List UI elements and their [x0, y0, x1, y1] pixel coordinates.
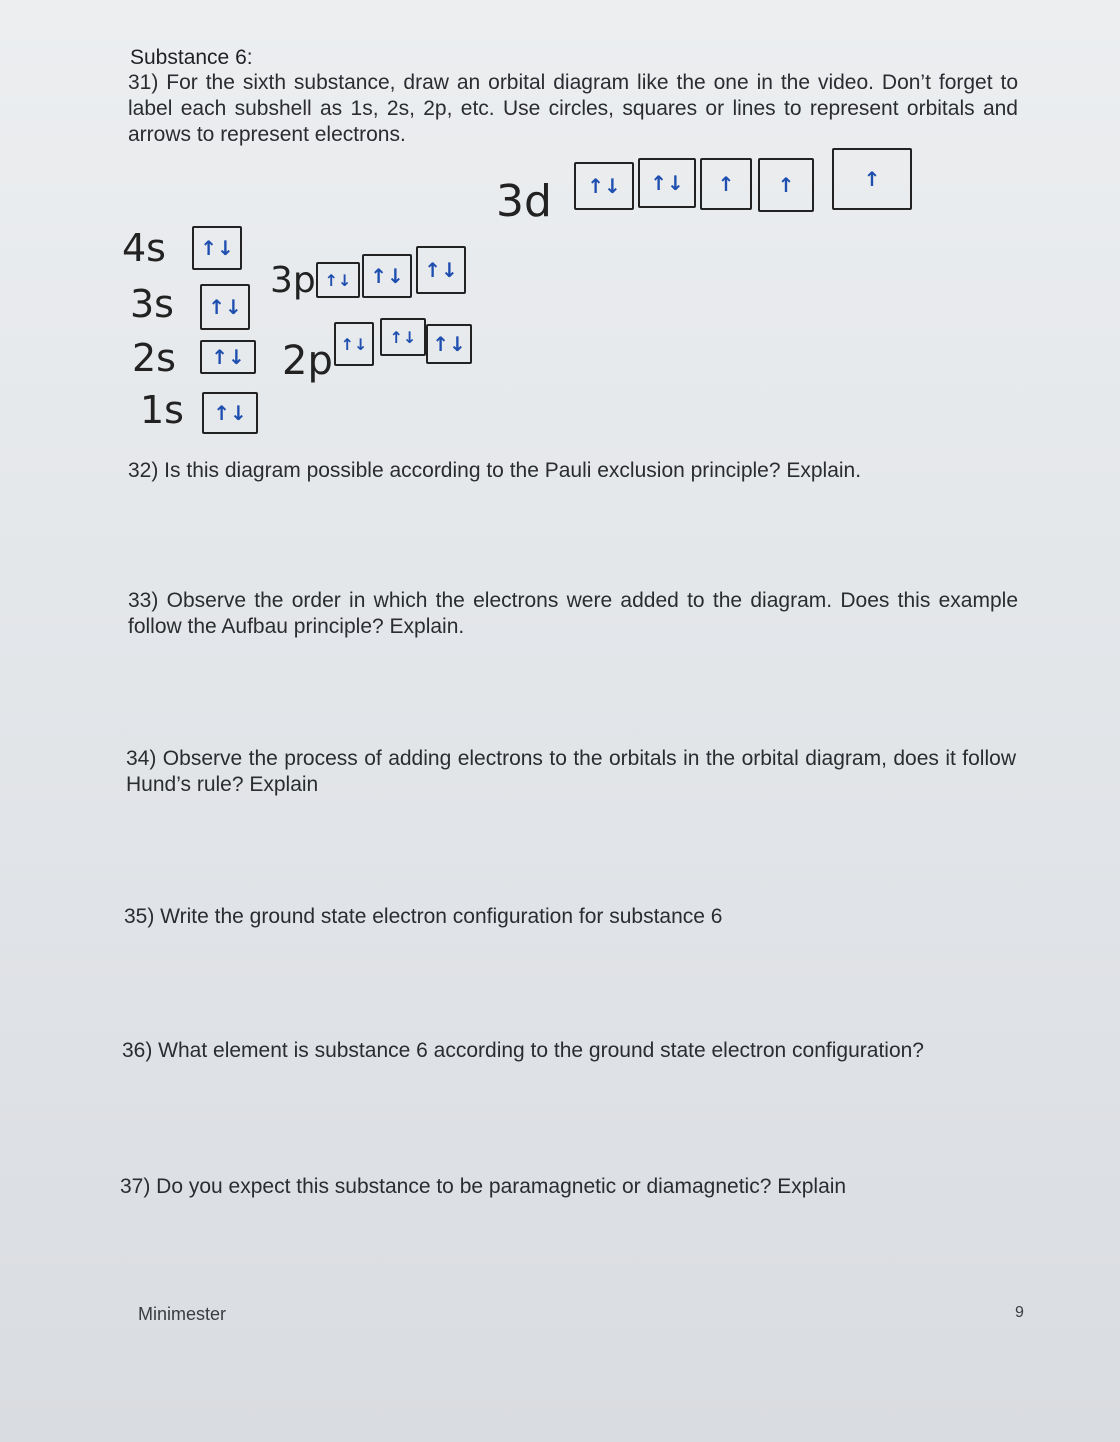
question-36: 36) What element is substance 6 according to the ground state electron configuration? — [122, 1039, 924, 1062]
footer-course: Minimester — [138, 1304, 227, 1324]
question-37: 37) Do you expect this substance to be paramagnetic or diamagnetic? Explain — [120, 1175, 847, 1198]
orbital-2p-3: ↑↓ — [426, 324, 472, 364]
page-title: Substance 6: — [130, 46, 253, 69]
label-1s: 1s — [140, 388, 184, 432]
orbital-3d-1: ↑↓ — [574, 162, 634, 210]
question-33: 33) Observe the order in which the electrons were added to the diagram. Does this example follow the Aufbau principle? Explain. — [128, 589, 1018, 638]
label-2s: 2s — [132, 336, 176, 380]
question-31: 31) For the sixth substance, draw an orbital diagram like the one in the video. Don’t forget to label each subshell as 1s, 2s, 2p, etc. Use circles, squares or lines to represent orbitals and arrows to represent electrons. — [128, 71, 1018, 146]
orbital-4s: ↑↓ — [192, 226, 242, 270]
orbital-3s: ↑↓ — [200, 284, 250, 330]
orbital-2p-1: ↑↓ — [334, 322, 374, 366]
question-34: 34) Observe the process of adding electrons to the orbitals in the orbital diagram, does it follow Hund’s rule? Explain — [126, 747, 1016, 796]
label-3p: 3p — [270, 260, 316, 301]
orbital-3p-1: ↑↓ — [316, 262, 360, 298]
orbital-3p-3: ↑↓ — [416, 246, 466, 294]
question-32: 32) Is this diagram possible according to the Pauli exclusion principle? Explain. — [128, 459, 862, 482]
orbital-2p-2: ↑↓ — [380, 318, 426, 356]
page-number: 9 — [1015, 1304, 1024, 1321]
label-3d: 3d — [496, 176, 552, 227]
orbital-1s: ↑↓ — [202, 392, 258, 434]
orbital-2s: ↑↓ — [200, 340, 256, 374]
orbital-3d-3: ↑ — [700, 158, 752, 210]
label-3s: 3s — [130, 282, 174, 326]
label-4s: 4s — [122, 226, 166, 270]
orbital-3p-2: ↑↓ — [362, 254, 412, 298]
orbital-3d-5: ↑ — [832, 148, 912, 210]
orbital-3d-4: ↑ — [758, 158, 814, 212]
orbital-3d-2: ↑↓ — [638, 158, 696, 208]
label-2p: 2p — [282, 338, 333, 384]
question-35: 35) Write the ground state electron configuration for substance 6 — [124, 905, 723, 928]
